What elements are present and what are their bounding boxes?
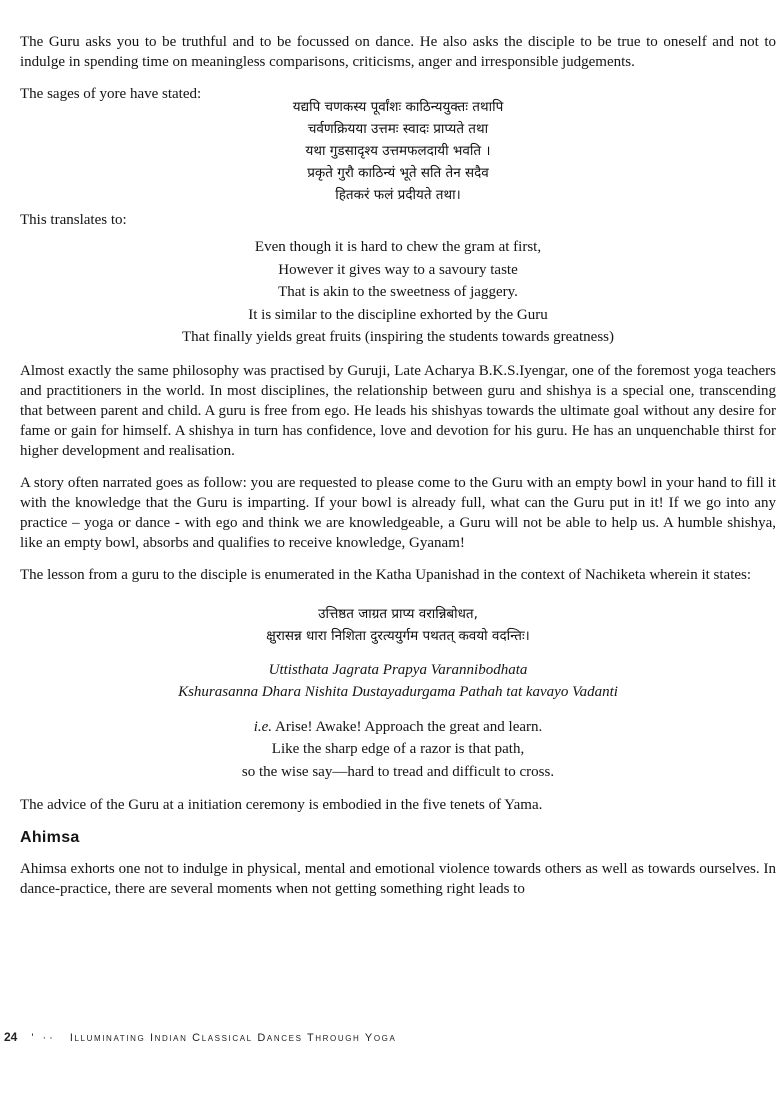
paragraph-empty-bowl: A story often narrated goes as follow: you are requested to please come to the Guru with an empty bowl in your hand to fill it with the knowledge that the Guru is imparting. If your bowl is already full, what can the Guru put in it! If we go into any practice – yoga or dance - with ego and think we are knowledgeable, a Guru will not be able to help us. A humble shishya, like an empty bowl, absorbs and qualifies to receive knowledge, Gyanam! [20,474,776,551]
sanskrit-line: प्रकृते गुरौ काठिन्यं भूते सति तेन सदैव [307,165,489,181]
running-title: Illuminating Indian Classical Dances Through Yoga [69,1032,397,1044]
paragraph-yama: The advice of the Guru at a initiation ceremony is embodied in the five tenets of Yama. [20,797,543,813]
sanskrit-line: यथा गुडसादृश्य उत्तमफलदायी भवति । [305,143,491,159]
translation-line [20,716,776,739]
paragraph-sages-intro: The sages of yore have stated: [20,86,202,102]
paragraph-ahimsa: Ahimsa exhorts one not to indulge in physical, mental and emotional violence towards others as well as towards ourselves. In dance-practice, there are several moments when not getting something right leads to [20,861,776,897]
translation-line: so the wise say—hard to tread and difficult to cross. [241,763,555,780]
sanskrit-verse-1 [20,96,776,206]
transliteration-line: Kshurasanna Dhara Nishita Dustayadurgama Pathah tat kavayo Vadanti [178,684,618,700]
section-heading-ahimsa: Ahimsa [20,829,80,846]
translation-verse-1 [20,236,776,349]
transliteration-line: Uttisthata Jagrata Prapya Varannibodhata [268,661,528,678]
sanskrit-line: चर्वणक्रियया उत्तमः स्वादः प्राप्यते तथा [307,121,489,137]
paragraph-iyengar: Almost exactly the same philosophy was practised by Guruji, Late Acharya B.K.S.Iyengar, one of the foremost yoga teachers and practitioners in the world. In most disciplines, the relationship between guru and shishya is a special one, transcending that between parent and child. A guru is free from ego. He leads his shishyas towards the ultimate goal without any desire for fame or gain for himself. A shishya in turn has confidence, love and devotion for his guru. He has an unquenchable thirst for higher development and realisation. [20,362,776,459]
sanskrit-line: यद्यपि चणकस्य पूर्वांशः काठिन्ययुक्तः तथापि [292,99,504,115]
paragraph-guru-truthful: The Guru asks you to be truthful and to be focussed on dance. He also asks the disciple to be true to oneself and not to indulge in spending time on meaningless comparisons, criticisms, anger and irresponsible judgements. [20,34,776,70]
translation-line: That finally yields great fruits (inspiring the students towards greatness) [182,329,614,345]
paragraph-translates-intro: This translates to: [20,212,127,228]
sanskrit-line: हितकरं फलं प्रदीयते तथा। [335,187,461,203]
footer-ornament: ' ·· [31,1032,56,1044]
sanskrit-line: उत्तिष्ठत जाग्रत प्राप्य वरान्निबोधत, [318,605,478,622]
page-number: 24 [4,1030,18,1044]
translation-text: Arise! Awake! Approach the great and learn. [275,718,543,735]
translation-line: However it gives way to a savoury taste [278,261,518,278]
translation-line: Like the sharp edge of a razor is that path, [271,741,525,757]
translation-verse-2 [20,716,776,784]
paragraph-katha-upanishad: The lesson from a guru to the disciple is enumerated in the Katha Upanishad in the context of Nachiketa wherein it states: [20,566,752,583]
translation-line: It is similar to the discipline exhorted by the Guru [248,306,548,323]
sanskrit-line: क्षुरासन्न धारा निशिता दुरत्ययुर्गम पथतत् कवयो वदन्तिः। [266,627,530,644]
ie-abbreviation: i.e. [253,718,273,735]
translation-line: Even though it is hard to chew the gram at first, [254,239,542,255]
transliteration [20,659,776,704]
page-footer [4,1030,396,1044]
sanskrit-verse-2 [20,603,776,647]
translation-line: That is akin to the sweetness of jaggery. [278,284,518,300]
